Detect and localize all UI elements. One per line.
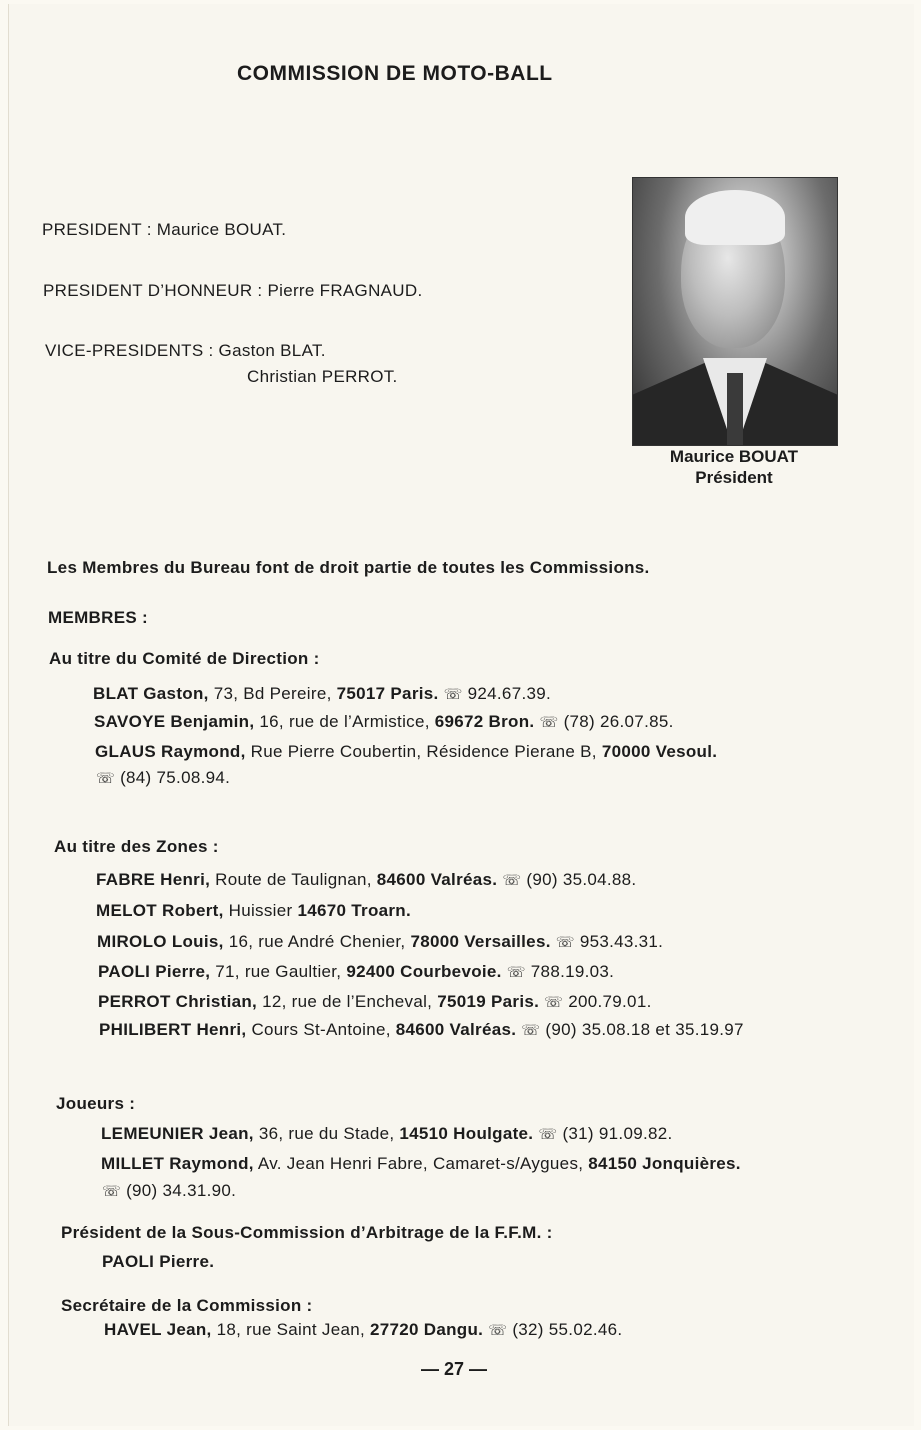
entry-phone: 788.19.03. [525,962,615,981]
arbitrage-name: PAOLI Pierre. [102,1252,215,1271]
entry-city: 75019 Paris. [437,992,540,1011]
entry-address: Route de Taulignan, [210,870,377,889]
entry-name: PERROT Christian, [98,992,258,1011]
photo-caption-name: Maurice BOUAT [669,447,799,466]
entry-name: MIROLO Louis, [97,932,224,951]
vice-presidents-line: VICE-PRESIDENTS : Gaston BLAT. [45,341,326,360]
entry-city: 27720 Dangu. [370,1320,484,1339]
entry-name: MELOT Robert, [96,901,224,920]
entry-city: 84150 Jonquières. [588,1154,741,1173]
zones-entry [98,962,614,982]
entry-city: 84600 Valréas. [376,870,498,889]
entry-address: 73, Bd Pereire, [208,684,337,703]
entry-phone: (78) 26.07.85. [558,712,674,731]
bureau-note: Les Membres du Bureau font de droit partie de toutes les Commissions. [47,558,650,577]
telephone-icon: ☏ [544,994,564,1011]
photo-caption-role: Président [695,468,773,487]
entry-address: Av. Jean Henri Fabre, Camaret-s/Aygues, [253,1154,589,1173]
entry-name: FABRE Henri, [96,870,211,889]
entry-address: 36, rue du Stade, [253,1124,400,1143]
entry-phone: (32) 55.02.46. [507,1320,623,1339]
entry-name: BLAT Gaston, [93,684,209,703]
zones-entry [99,1020,744,1040]
entry-name: PHILIBERT Henri, [99,1020,247,1039]
joueurs-entry [101,1154,741,1174]
telephone-icon: ☏ [521,1022,541,1039]
page [8,4,914,1426]
entry-address: 12, rue de l’Encheval, [257,992,438,1011]
entry-city: 78000 Versailles. [410,932,551,951]
page-title: COMMISSION DE MOTO-BALL [237,62,553,85]
entry-address: 16, rue André Chenier, [223,932,411,951]
vice-presidents-line-2: Christian PERROT. [247,367,398,386]
entry-name: MILLET Raymond, [101,1154,254,1173]
zones-entry [97,932,663,952]
entry-phone: 924.67.39. [462,684,551,703]
entry-name: SAVOYE Benjamin, [94,712,255,731]
entry-address: 16, rue de l’Armistice, [254,712,435,731]
entry-address: 71, rue Gaultier, [210,962,347,981]
entry-address: Rue Pierre Coubertin, Résidence Pierane B, [245,742,602,761]
president-line: PRESIDENT : Maurice BOUAT. [42,220,287,239]
entry-phone: 953.43.31. [574,932,664,951]
telephone-icon: ☏ [555,934,575,951]
entry-name: HAVEL Jean, [104,1320,212,1339]
telephone-icon: ☏ [539,714,559,731]
members-label: MEMBRES : [48,608,148,627]
entry-phone: (90) 35.08.18 et 35.19.97 [540,1020,744,1039]
entry-phone: (90) 35.04.88. [521,870,637,889]
comite-entry-savoye [94,712,674,732]
entry-phone: (31) 91.09.82. [557,1124,673,1143]
zones-entry [98,992,652,1012]
entry-city: 14670 Troarn. [297,901,412,920]
arbitrage-heading: Président de la Sous-Commission d’Arbitrage de la F.F.M. : [61,1223,553,1242]
entry-phone: (90) 34.31.90. [121,1181,237,1200]
president-portrait-photo [632,177,838,446]
telephone-icon: ☏ [96,770,116,787]
zones-entry [96,901,411,921]
entry-name: GLAUS Raymond, [95,742,246,761]
joueurs-entry [101,1124,673,1144]
telephone-icon: ☏ [538,1126,558,1143]
entry-city: 92400 Courbevoie. [346,962,502,981]
telephone-icon: ☏ [102,1183,122,1200]
page-number: — 27 — [421,1359,488,1379]
photo-caption [649,446,819,488]
comite-entry-blat [93,684,551,704]
entry-city: 75017 Paris. [336,684,439,703]
entry-address: 18, rue Saint Jean, [211,1320,370,1339]
secretaire-entry [104,1320,622,1340]
entry-city: 14510 Houlgate. [399,1124,534,1143]
entry-city: 69672 Bron. [434,712,535,731]
comite-entry-glaus [95,742,717,762]
telephone-icon: ☏ [502,872,522,889]
entry-name: LEMEUNIER Jean, [101,1124,254,1143]
entry-city: 70000 Vesoul. [601,742,718,761]
entry-phone: (84) 75.08.94. [115,768,231,787]
comite-entry-glaus-phone [96,768,230,788]
joueurs-heading: Joueurs : [56,1094,136,1113]
joueurs-entry-phone [102,1181,236,1201]
zones-heading: Au titre des Zones : [54,837,219,856]
comite-heading: Au titre du Comité de Direction : [49,649,320,668]
zones-entry [96,870,636,890]
honorary-president-line: PRESIDENT D’HONNEUR : Pierre FRAGNAUD. [43,281,423,300]
entry-name: PAOLI Pierre, [98,962,211,981]
telephone-icon: ☏ [443,686,463,703]
secretaire-heading: Secrétaire de la Commission : [61,1296,313,1315]
entry-phone: 200.79.01. [563,992,652,1011]
telephone-icon: ☏ [506,964,526,981]
entry-address: Huissier [223,901,298,920]
entry-address: Cours St-Antoine, [246,1020,396,1039]
entry-city: 84600 Valréas. [395,1020,517,1039]
telephone-icon: ☏ [488,1322,508,1339]
